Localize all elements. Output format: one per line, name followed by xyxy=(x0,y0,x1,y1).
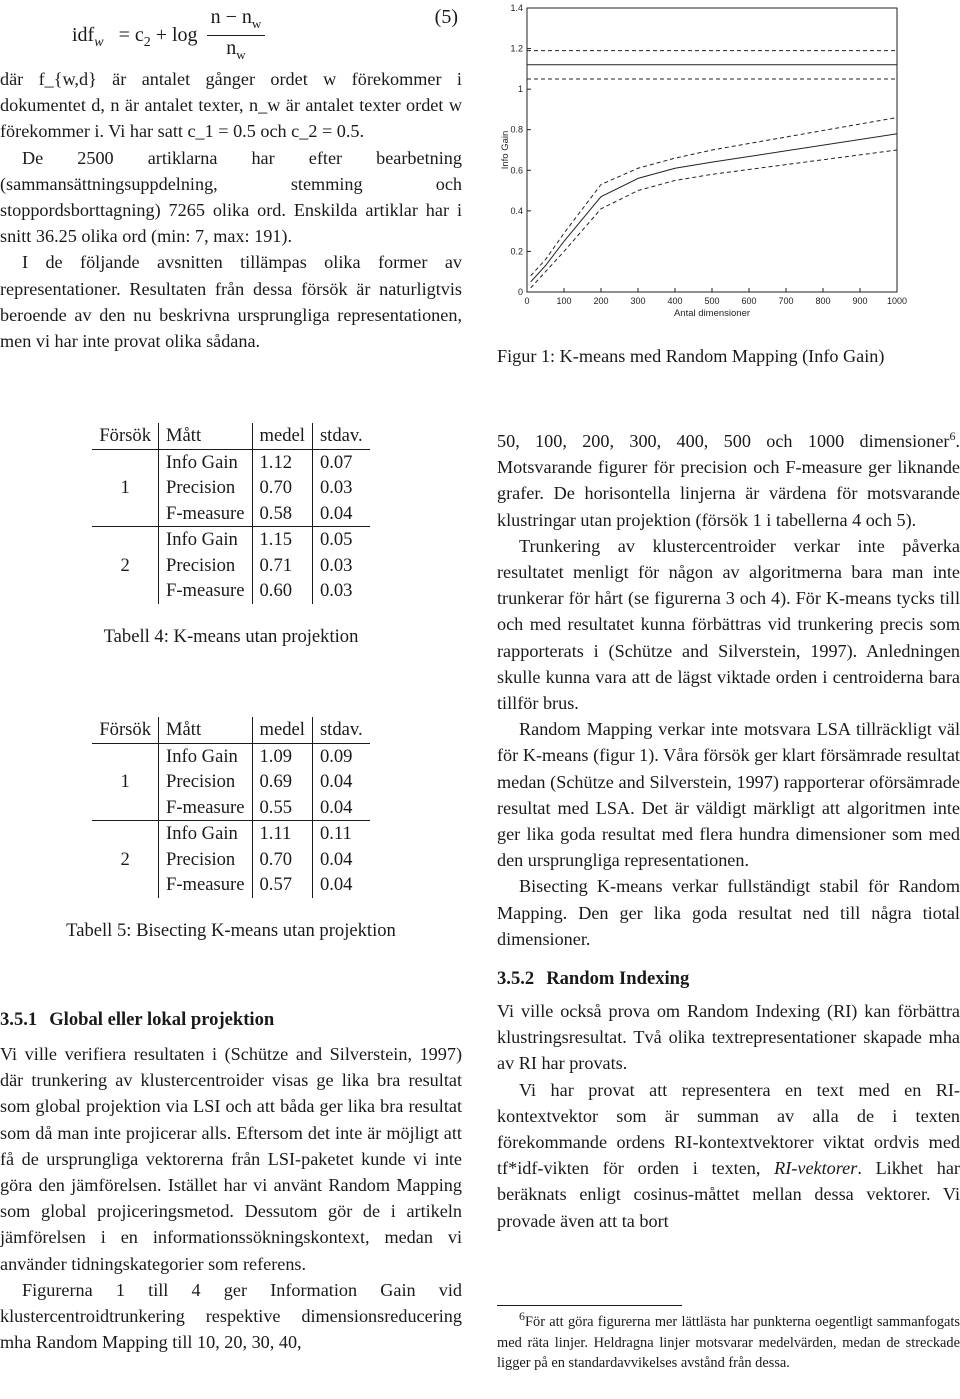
numerator-text: n − n xyxy=(210,6,252,28)
trial-label: 1 xyxy=(92,743,158,821)
std-cell: 0.03 xyxy=(319,477,353,498)
section-number: 3.5.1 xyxy=(0,1009,38,1030)
x-tick-label: 100 xyxy=(556,296,572,306)
std-cell: 0.03 xyxy=(319,554,353,576)
section-3-5-1 xyxy=(0,1007,462,1355)
paragraph-definitions: där f_{w,d} är antalet gånger ordet w förekommer i dokumentet d, n är antalet texter, n_w är antalet texter ordet w förekommer i. Vi har satt c_1 = 0.5 och c_2 = 0.5. xyxy=(0,69,462,142)
mean-cell: 0.60 xyxy=(252,578,312,604)
table-header: Mått xyxy=(159,717,252,743)
section-title: Global eller lokal projektion xyxy=(49,1009,275,1030)
x-tick-label: 900 xyxy=(852,296,868,306)
measure-cell: F-measure xyxy=(159,501,252,527)
paragraph-random-mapping: Random Mapping verkar inte motsvara LSA tillräckligt väl för K-means (figur 1). Våra försök ger klart försämrade resultat medan (Schütze and Silverstein, 1997) rapporterar oförsämrade resultat med LSA. Det är väldigt märkligt att algoritmen inte ger lika goda resultat med flera hundra dimensioner som med den ursprungliga representationen. xyxy=(497,719,960,871)
table-4-caption: Tabell 4: K-means utan projektion xyxy=(103,625,359,647)
measure-cell: Info Gain xyxy=(159,449,252,475)
equation-log: + log xyxy=(150,24,198,47)
numerator-sub: w xyxy=(251,16,262,31)
equation-5 xyxy=(0,0,462,62)
x-tick-label: 500 xyxy=(704,296,720,306)
series-line xyxy=(531,150,897,288)
ri-emphasis: RI-vektorer xyxy=(774,1158,858,1179)
trial-label: 1 xyxy=(92,449,158,527)
paragraph-bisecting: Bisecting K-means verkar fullständigt stabil för Random Mapping. Den ger lika goda resultat ned till några tiotal dimensioner. xyxy=(497,876,960,949)
std-cell: 0.04 xyxy=(319,771,353,792)
mean-cell: 0.70 xyxy=(252,847,312,873)
x-tick-label: 1000 xyxy=(886,296,908,306)
right-text xyxy=(497,428,960,1234)
std-cell: 0.04 xyxy=(319,874,353,895)
footnote-mark: 6 xyxy=(519,1309,525,1324)
trial-label: 2 xyxy=(92,821,158,898)
table-4-block xyxy=(0,423,462,650)
table-header: Försök xyxy=(92,717,158,743)
measure-cell: Precision xyxy=(159,553,252,579)
series-line xyxy=(531,118,897,276)
equation-fraction xyxy=(207,6,266,67)
equation-lhs: idf xyxy=(72,24,95,47)
mean-cell: 0.55 xyxy=(252,795,312,821)
mean-cell: 0.71 xyxy=(252,553,312,579)
y-axis-label: Info Gain xyxy=(500,130,511,170)
footnote xyxy=(497,1305,960,1374)
y-tick-label: 0.4 xyxy=(510,205,523,216)
std-cell: 0.03 xyxy=(319,580,353,601)
table-5-caption: Tabell 5: Bisecting K-means utan projektion xyxy=(66,919,396,941)
y-tick-label: 0 xyxy=(517,287,523,297)
section-number: 3.5.2 xyxy=(497,968,535,990)
figure-1-caption: Figur 1: K-means med Random Mapping (Info Gain) xyxy=(497,346,885,366)
mean-cell: 0.57 xyxy=(252,872,312,898)
measure-cell: Precision xyxy=(159,847,252,873)
footnote-body: För att göra figurerna mer lättlästa har punkterna oegentligt sammanfogats med räta linjer. Heldragna linjer motsvarar medelvärden, medan de streckade ligger på en standardavvikelses avstånd från dessa. xyxy=(497,1314,960,1371)
x-tick-label: 300 xyxy=(630,296,646,306)
section-title: Random Indexing xyxy=(546,968,690,990)
x-tick-label: 200 xyxy=(593,296,609,306)
section-heading-3-5-2 xyxy=(497,966,960,992)
para-dimensions-rest: . Motsvarande figurer för precision och F-measure ger liknande grafer. De horisontella linjerna är värdena för motsvarande klustringar utan projektion (försök 1 i tabellerna 4 och 5). xyxy=(497,431,960,530)
y-tick-label: 1.4 xyxy=(510,3,523,13)
std-cell: 0.04 xyxy=(319,848,353,870)
footnote-rule xyxy=(497,1305,682,1306)
std-cell: 0.04 xyxy=(319,502,353,524)
mean-cell: 1.12 xyxy=(252,449,312,475)
measure-cell: Precision xyxy=(159,475,252,501)
mean-cell: 0.69 xyxy=(252,769,312,795)
x-tick-label: 0 xyxy=(524,296,530,306)
paragraph-random-indexing: Vi ville också prova om Random Indexing (RI) kan förbättra klustringsresultat. Två olika textrepresentationer skapade mha av RI har provats. xyxy=(497,1001,960,1074)
table-header: medel xyxy=(252,717,312,743)
denominator-sub: w xyxy=(236,47,246,62)
table-5-block xyxy=(0,717,462,944)
table-header: stdav. xyxy=(312,717,369,743)
equation-rhs-sub: 2 xyxy=(143,35,151,51)
measure-cell: F-measure xyxy=(159,872,252,898)
mean-cell: 1.15 xyxy=(252,527,312,553)
para-dimensions-text: 50, 100, 200, 300, 400, 500 och 1000 dimensioner xyxy=(497,431,950,451)
footnote-text xyxy=(497,1309,960,1374)
y-tick-label: 0.2 xyxy=(510,246,523,257)
equation-lhs-sub: w xyxy=(94,35,104,51)
x-tick-label: 800 xyxy=(815,296,831,306)
paragraph-dimensions xyxy=(497,428,960,533)
figure-1 xyxy=(497,0,960,330)
paragraph-corpus-stats: De 2500 artiklarna har efter bearbetning (sammansättningsuppdelning, stemming och stoppordsborttagning) 7265 olika ord. Enskilda artiklar har i snitt 36.25 olika ord (min: 7, max: 191). xyxy=(0,147,462,247)
std-cell: 0.09 xyxy=(319,745,353,767)
fraction-numerator xyxy=(207,6,266,36)
denominator-text: n xyxy=(226,37,237,59)
paragraph-figures: Figurerna 1 till 4 ger Information Gain vid klustercentroidtrunkering respektive dimensionsreducering mha Random Mapping till 10, 20, 30, 40, xyxy=(0,1279,462,1353)
paragraph-representations: I de följande avsnitten tillämpas olika former av representationer. Resultaten från dessa försök är naturligtvis beroende av den nu beskrivna ursprungliga representationen, men vi har inte provat olika sådana. xyxy=(0,252,462,352)
trial-label: 2 xyxy=(92,527,158,604)
measure-cell: Info Gain xyxy=(159,527,252,553)
info-gain-chart xyxy=(497,0,960,330)
std-cell: 0.07 xyxy=(319,451,353,473)
table-4 xyxy=(92,423,369,604)
equation-rhs: = c xyxy=(118,24,144,47)
y-tick-label: 1.2 xyxy=(510,43,523,54)
table-header: Försök xyxy=(92,423,158,449)
paragraph-ri-vectors xyxy=(497,1077,960,1234)
equation-number: (5) xyxy=(434,6,458,28)
y-tick-label: 0.8 xyxy=(510,124,523,135)
footnote-ref: 6 xyxy=(949,428,956,443)
mean-cell: 1.09 xyxy=(252,743,312,769)
x-tick-label: 400 xyxy=(667,296,683,306)
y-tick-label: 1 xyxy=(517,84,523,95)
ri-text-a: Vi har provat att representera en text med en RI-kontextvektor som är summan av alla de i texten förekommande ordens RI-kontextvektorer viktat ordvis med tf*idf-vikten för orden i texten, xyxy=(497,1079,960,1179)
table-header: Mått xyxy=(159,423,252,449)
equation-body xyxy=(72,6,265,67)
x-axis-label: Antal dimensioner xyxy=(673,308,751,319)
measure-cell: Precision xyxy=(159,769,252,795)
paragraph-global-local: Vi ville verifiera resultaten i (Schütze and Silverstein, 1997) där trunkering av klustercentroider visas ge lika bra resultat som global projektion via LSI och att båda ger lika bra resultat som då man inte projicerar alls. Eftersom det inte är möjligt att få de ursprungliga vektorerna från LSI-paketet kunde vi inte göra den jämförelsen. Istället har vi använt Random Mapping som global projiceringsmetod. Dessutom gör de i artikeln jämförelsen i en informationssökningskontext, medan vi använder tidningskategorier som referens. xyxy=(0,1044,462,1274)
std-cell: 0.04 xyxy=(319,796,353,818)
measure-cell: F-measure xyxy=(159,795,252,821)
x-tick-label: 600 xyxy=(741,296,757,306)
y-tick-label: 0.6 xyxy=(510,165,523,176)
series-line xyxy=(531,134,897,282)
table-header: stdav. xyxy=(312,423,369,449)
section-heading xyxy=(0,1007,462,1033)
measure-cell: Info Gain xyxy=(159,743,252,769)
measure-cell: Info Gain xyxy=(159,821,252,847)
std-cell: 0.11 xyxy=(312,821,369,847)
left-text-top xyxy=(0,66,462,354)
ri-text-b: . Likhet har beräknats enligt cosinus-måttet mellan dessa vektorer. Vi provade även att ta bort xyxy=(497,1158,960,1231)
table-header: medel xyxy=(252,423,312,449)
mean-cell: 0.70 xyxy=(252,475,312,501)
paragraph-truncation: Trunkering av klustercentroider verkar inte påverka resultatet menligt för någon av algoritmerna bara man inte trunkerar för hårt (se figurerna 3 och 4). För K-means tycks till och med resultatet kunna förbättras vid trunkering precis som rapporterats i (Schütze and Silverstein, 1997). Anledningen skulle kunna vara att de lägst viktade orden i centroiderna bara tillför brus. xyxy=(497,535,960,714)
mean-cell: 0.58 xyxy=(252,501,312,527)
table-5 xyxy=(92,717,369,898)
mean-cell: 1.11 xyxy=(252,821,312,847)
fraction-denominator xyxy=(207,36,266,67)
measure-cell: F-measure xyxy=(159,578,252,604)
x-tick-label: 700 xyxy=(778,296,794,306)
std-cell: 0.05 xyxy=(312,527,369,553)
